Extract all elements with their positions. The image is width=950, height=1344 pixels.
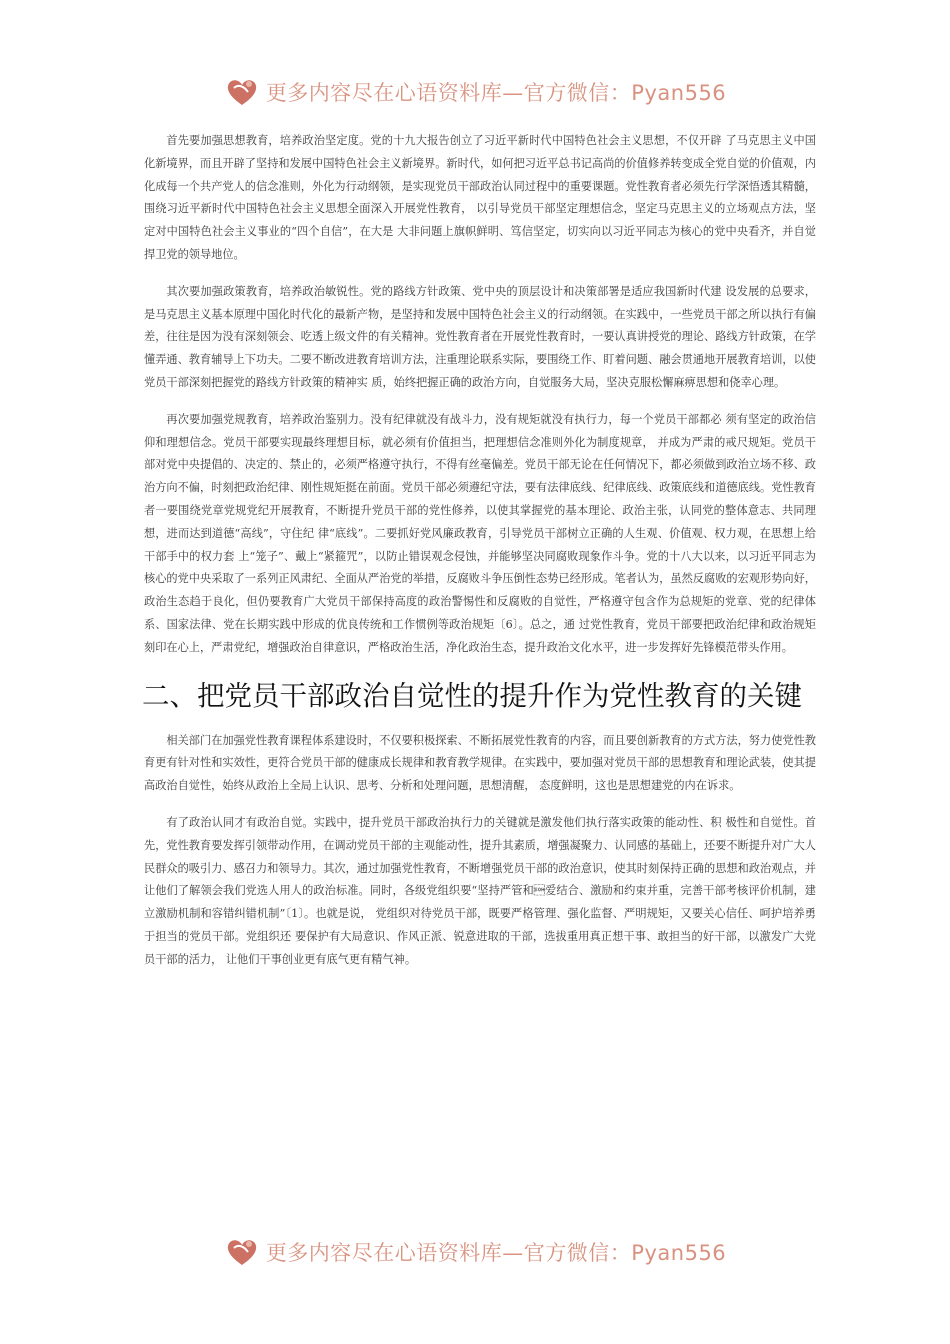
header-watermark-banner xyxy=(0,72,950,112)
heart-logo-icon xyxy=(224,1234,260,1270)
paragraph: 其次要加强政策教育，培养政治敏锐性。党的路线方针政策、党中央的顶层设计和决策部署是适应我国新时代建 设发展的总要求，是马克思主义基本原理中国化时代化的最新产物，是坚持和发展中国特色社会主义的行动纲领。在实践中，一些党员干部之所以执行有偏差，往往是因为没有深刻领会、吃透上级文件的有关精神。党性教育者在开展党性教育时，一要认真讲授党的理论、路线方针政策，在学懂弄通、教育辅导上下功夫。二要不断改进教育培训方法，注重理论联系实际，要围绕工作、盯着问题、融会贯通地开展教育培训，以使党员干部深刻把握党的路线方针政策的精神实 质，始终把握正确的政治方向，自觉服务大局，坚决克服松懈麻痹思想和侥幸心理。 xyxy=(144,284,816,389)
watermark-text: 更多内容尽在心语资料库—官方微信：Pyan556 xyxy=(265,81,727,105)
section-heading: 二、把党员干部政治自觉性的提升作为党性教育的关键 xyxy=(142,679,802,712)
heart-logo-icon xyxy=(224,74,260,110)
paragraph: 再次要加强党规教育，培养政治鉴别力。没有纪律就没有战斗力，没有规矩就没有执行力，每一个党员干部都必 须有坚定的政治信仰和理想信念。党员干部要实现最终理想目标，就必须有价值担当，把理想信念准则外化为制度规章， 并成为严肃的戒尺规矩。党员干部对党中央提倡的、决定的、禁止的，必须严格遵守执行，不得有丝毫偏差。党员干部无论在任何情况下，都必须做到政治立场不移、政治方向不偏，时刻把政治纪律、刚性规矩挺在前面。党员干部必须遵纪守法，要有法律底线、纪律底线、政策底线和道德底线。党性教育者一要围绕党章党规党纪开展教育，不断提升党员干部的党性修养，以使其掌握党的基本理论、政治主张，认同党的整体意志、共同理想，进而达到道德“高线”，守住纪 律“底线”。二要抓好党风廉政教育，引导党员干部树立正确的人生观、价值观、权力观，在思想上给干部手中的权力套 上“笼子”、戴上“紧箍咒”，以防止错误观念侵蚀，并能够坚决同腐败现象作斗争。党的十八大以来，以习近平同志为核心的党中央采取了一系列正风肃纪、全面从严治党的举措，反腐败斗争压倒性态势已经形成。笔者认为，虽然反腐败的宏观形势向好，政治生态趋于良化，但仍要教育广大党员干部保持高度的政治警惕性和反腐败的自觉性，严格遵守包含作为总规矩的党章、党的纪律体系、国家法律、党在长期实践中形成的优良传统和工作惯例等政治规矩〔6〕。总之，通 过党性教育，党员干部要把政治纪律和政治规矩刻印在心上，严肃党纪，增强政治自律意识，严格政治生活，净化政治生态，提升政治文化水平，进一步发挥好先锋模范带头作用。 xyxy=(144,412,816,654)
watermark-text: 更多内容尽在心语资料库—官方微信：Pyan556 xyxy=(265,1241,727,1265)
paragraph: 首先要加强思想教育，培养政治坚定度。党的十九大报告创立了习近平新时代中国特色社会主义思想，不仅开辟 了马克思主义中国化新境界，而且开辟了坚持和发展中国特色社会主义新境界。新时代，如何把习近平总书记高尚的价值修养转变成全党自觉的价值观，内化成每一个共产党人的信念准则，外化为行动纲领，是实现党员干部政治认同过程中的重要课题。党性教育者必须先行学深悟透其精髓，围绕习近平新时代中国特色社会主义思想全面深入开展党性教育， 以引导党员干部坚定理想信念，坚定马克思主义的立场观点方法，坚定对中国特色社会主义事业的“四个自信”，在大是 大非问题上旗帜鲜明、笃信坚定，切实向以习近平同志为核心的党中央看齐，并自觉捍卫党的领导地位。 xyxy=(144,134,816,261)
footer-watermark-banner xyxy=(0,1232,950,1272)
paragraph: 相关部门在加强党性教育课程体系建设时，不仅要积极探索、不断拓展党性教育的内容，而且要创新教育的方式方法，努力使党性教育更有针对性和实效性，更符合党员干部的健康成长规律和教育教学规律。在实践中，要加强对党员干部的思想教育和理论武装，使其提高政治自觉性，始终从政治上全局上认识、思考、分析和处理问题，思想清醒， 态度鲜明，这也是思想建党的内在诉求。 xyxy=(144,733,816,793)
document-body xyxy=(144,130,816,986)
paragraph: 有了政治认同才有政治自觉。实践中，提升党员干部政治执行力的关键就是激发他们执行落实政策的能动性、积 极性和自觉性。首先，党性教育要发挥引领带动作用，在调动党员干部的主观能动性，提升其素质，增强凝聚力、认同感的基础上，还要不断提升对广大人民群众的吸引力、感召力和领导力。其次，通过加强党性教育，不断增强党员干部的政治意识，使其时刻保持正确的思想和政治观点，并让他们了解领会我们党选人用人的政治标准。同时，各级党组织要“坚持严管和爱结合、激励和约束并重，完善干部考核评价机制，建立激励机制和容错纠错机制”〔1〕。也就是说， 党组织对待党员干部，既要严格管理、强化监督、严明规矩，又要关心信任、呵护培养勇于担当的党员干部。党组织还 要保护有大局意识、作风正派、锐意进取的干部，选拔重用真正想干事、敢担当的好干部，以激发广大党员干部的活力， 让他们干事创业更有底气更有精气神。 xyxy=(144,815,816,966)
